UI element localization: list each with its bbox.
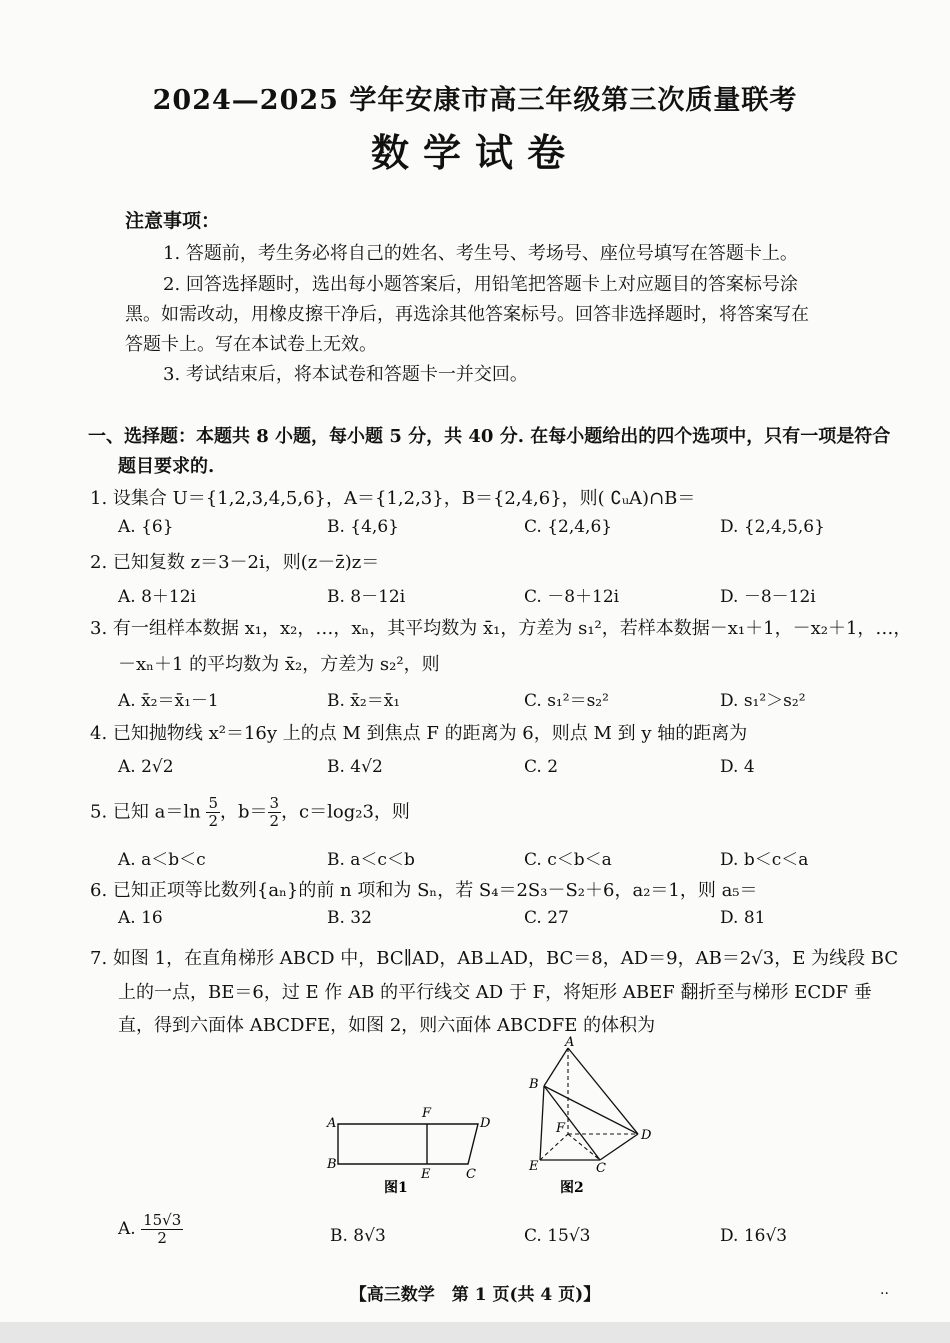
fig2-label-a: A: [565, 1036, 575, 1050]
notice-item-3: 3. 考试结束后，将本试卷和答题卡一并交回。: [163, 364, 528, 385]
q5-frac1-num: 5: [208, 794, 218, 812]
q7-option-a: [118, 1212, 183, 1247]
notice-heading: 注意事项：: [125, 210, 221, 232]
subject-title: 数学试卷: [370, 130, 579, 175]
q4-option-d: D. 4: [720, 757, 755, 777]
q4-option-a: A. 2√2: [118, 757, 174, 777]
question-7-stem-line2: 上的一点，BE＝6，过 E 作 AB 的平行线交 AD 于 F，将矩形 ABEF 翻折至与梯形 ECDF 垂: [118, 982, 872, 1003]
question-5-stem: [90, 795, 410, 830]
question-2-stem: 2. 已知复数 z＝3－2i，则(z－z̄)z＝: [90, 552, 380, 573]
q7-option-b: B. 8√3: [330, 1226, 386, 1246]
q1-option-c: C. {2,4,6}: [524, 517, 613, 537]
question-6-stem: 6. 已知正项等比数列{aₙ}的前 n 项和为 Sₙ，若 S₄＝2S₃－S₂＋6，a₂＝1，则 a₅＝: [90, 880, 758, 901]
q5-option-c: C. c＜b＜a: [524, 850, 612, 870]
fig2-label-c: C: [596, 1161, 606, 1176]
q1-option-a: A. {6}: [118, 517, 174, 537]
q5-stem-pre: 5. 已知 a＝ln: [90, 801, 201, 823]
q6-option-a: A. 16: [118, 908, 163, 928]
notice-item-2: 2. 回答选择题时，选出每小题答案后，用铅笔把答题卡上对应题目的答案标号涂: [163, 274, 798, 295]
q5-option-d: D. b＜c＜a: [720, 850, 809, 870]
q7-option-a-prefix: A.: [118, 1219, 136, 1239]
q1-option-d: D. {2,4,5,6}: [720, 517, 825, 537]
question-7-stem-line3: 直，得到六面体 ABCDFE，如图 2，则六面体 ABCDFE 的体积为: [118, 1015, 656, 1036]
figure-1-trapezoid: [320, 1100, 500, 1200]
fig1-label-a: A: [327, 1116, 337, 1131]
q4-option-c: C. 2: [524, 757, 559, 777]
section-heading: 一、选择题：本题共 8 小题，每小题 5 分，共 40 分. 在每小题给出的四个选项中，只有一项是符合: [88, 426, 891, 447]
page-footer: 【高三数学 第 1 页(共 4 页)】: [349, 1285, 601, 1305]
q5-frac1-den: 2: [208, 812, 218, 830]
fig2-label-f: F: [556, 1121, 566, 1136]
q5-option-a: A. a＜b＜c: [118, 850, 206, 870]
q5-fraction-3-2: [268, 795, 282, 830]
notice-item-1: 1. 答题前，考生务必将自己的姓名、考生号、考场号、座位号填写在答题卡上。: [163, 243, 798, 264]
q4-option-b: B. 4√2: [327, 757, 383, 777]
q6-option-b: B. 32: [327, 908, 372, 928]
q3-option-b: B. x̄₂＝x̄₁: [327, 691, 401, 711]
fig1-label-b: B: [327, 1157, 337, 1172]
q1-option-b: B. {4,6}: [327, 517, 399, 537]
fig1-label-e: E: [421, 1167, 431, 1182]
q2-option-d: D. －8－12i: [720, 587, 816, 607]
q7-a-den: 2: [157, 1229, 167, 1247]
q6-option-c: C. 27: [524, 908, 569, 928]
q7-a-num: 15√3: [143, 1211, 182, 1229]
question-4-stem: 4. 已知抛物线 x²＝16y 上的点 M 到焦点 F 的距离为 6，则点 M 到 y 轴的距离为: [90, 723, 748, 744]
figure-2-hexahedron: [520, 1036, 670, 1201]
section-heading-line2: 题目要求的.: [118, 456, 215, 477]
question-3-stem-line2: －xₙ＋1 的平均数为 x̄₂，方差为 s₂²，则: [118, 654, 440, 675]
q7-option-a-fraction: [141, 1212, 183, 1247]
fig1-caption: 图1: [384, 1180, 408, 1196]
q7-option-d: D. 16√3: [720, 1226, 788, 1246]
q2-option-b: B. 8－12i: [327, 587, 406, 607]
notice-item-2-line3: 答题卡上。写在本试卷上无效。: [125, 334, 377, 355]
fig1-label-d: D: [480, 1116, 491, 1131]
question-1-stem: 1. 设集合 U＝{1,2,3,4,5,6}，A＝{1,2,3}，B＝{2,4,6}，则( ∁ᵤA)∩B＝: [90, 488, 696, 509]
question-7-stem: 7. 如图 1，在直角梯形 ABCD 中，BC∥AD，AB⊥AD，BC＝8，AD＝9，AB＝2√3，E 为线段 BC: [90, 948, 899, 969]
fig2-label-e: E: [529, 1159, 539, 1174]
q5-option-b: B. a＜c＜b: [327, 850, 415, 870]
q3-option-a: A. x̄₂＝x̄₁－1: [118, 691, 219, 711]
q5-stem-mid: ，b＝: [219, 801, 268, 823]
q6-option-d: D. 81: [720, 908, 766, 928]
scan-bottom-edge: [0, 1322, 950, 1343]
q5-frac2-den: 2: [269, 812, 280, 830]
exam-title: 2024—2025 学年安康市高三年级第三次质量联考: [152, 85, 798, 116]
fig1-label-c: C: [466, 1167, 476, 1182]
q3-option-d: D. s₁²＞s₂²: [720, 691, 806, 711]
q3-option-c: C. s₁²＝s₂²: [524, 691, 609, 711]
q5-stem-post: ，c＝log₂3，则: [281, 801, 410, 823]
q7-option-c: C. 15√3: [524, 1226, 591, 1246]
fig1-label-f: F: [422, 1106, 432, 1121]
question-3-stem: 3. 有一组样本数据 x₁，x₂，…，xₙ，其平均数为 x̄₁，方差为 s₁²，若样本数据－x₁＋1，－x₂＋1，…，: [90, 618, 912, 639]
q5-fraction-5-2: [206, 795, 220, 830]
notice-item-2-line2: 黑。如需改动，用橡皮擦干净后，再选涂其他答案标号。回答非选择题时，将答案写在: [125, 304, 809, 325]
q2-option-c: C. －8＋12i: [524, 587, 620, 607]
q2-option-a: A. 8＋12i: [118, 587, 196, 607]
footer-mark: ..: [880, 1282, 889, 1298]
fig2-label-b: B: [529, 1077, 539, 1092]
fig2-caption: 图2: [560, 1180, 584, 1196]
fig2-label-d: D: [641, 1128, 652, 1143]
q5-frac2-num: 3: [269, 794, 280, 812]
